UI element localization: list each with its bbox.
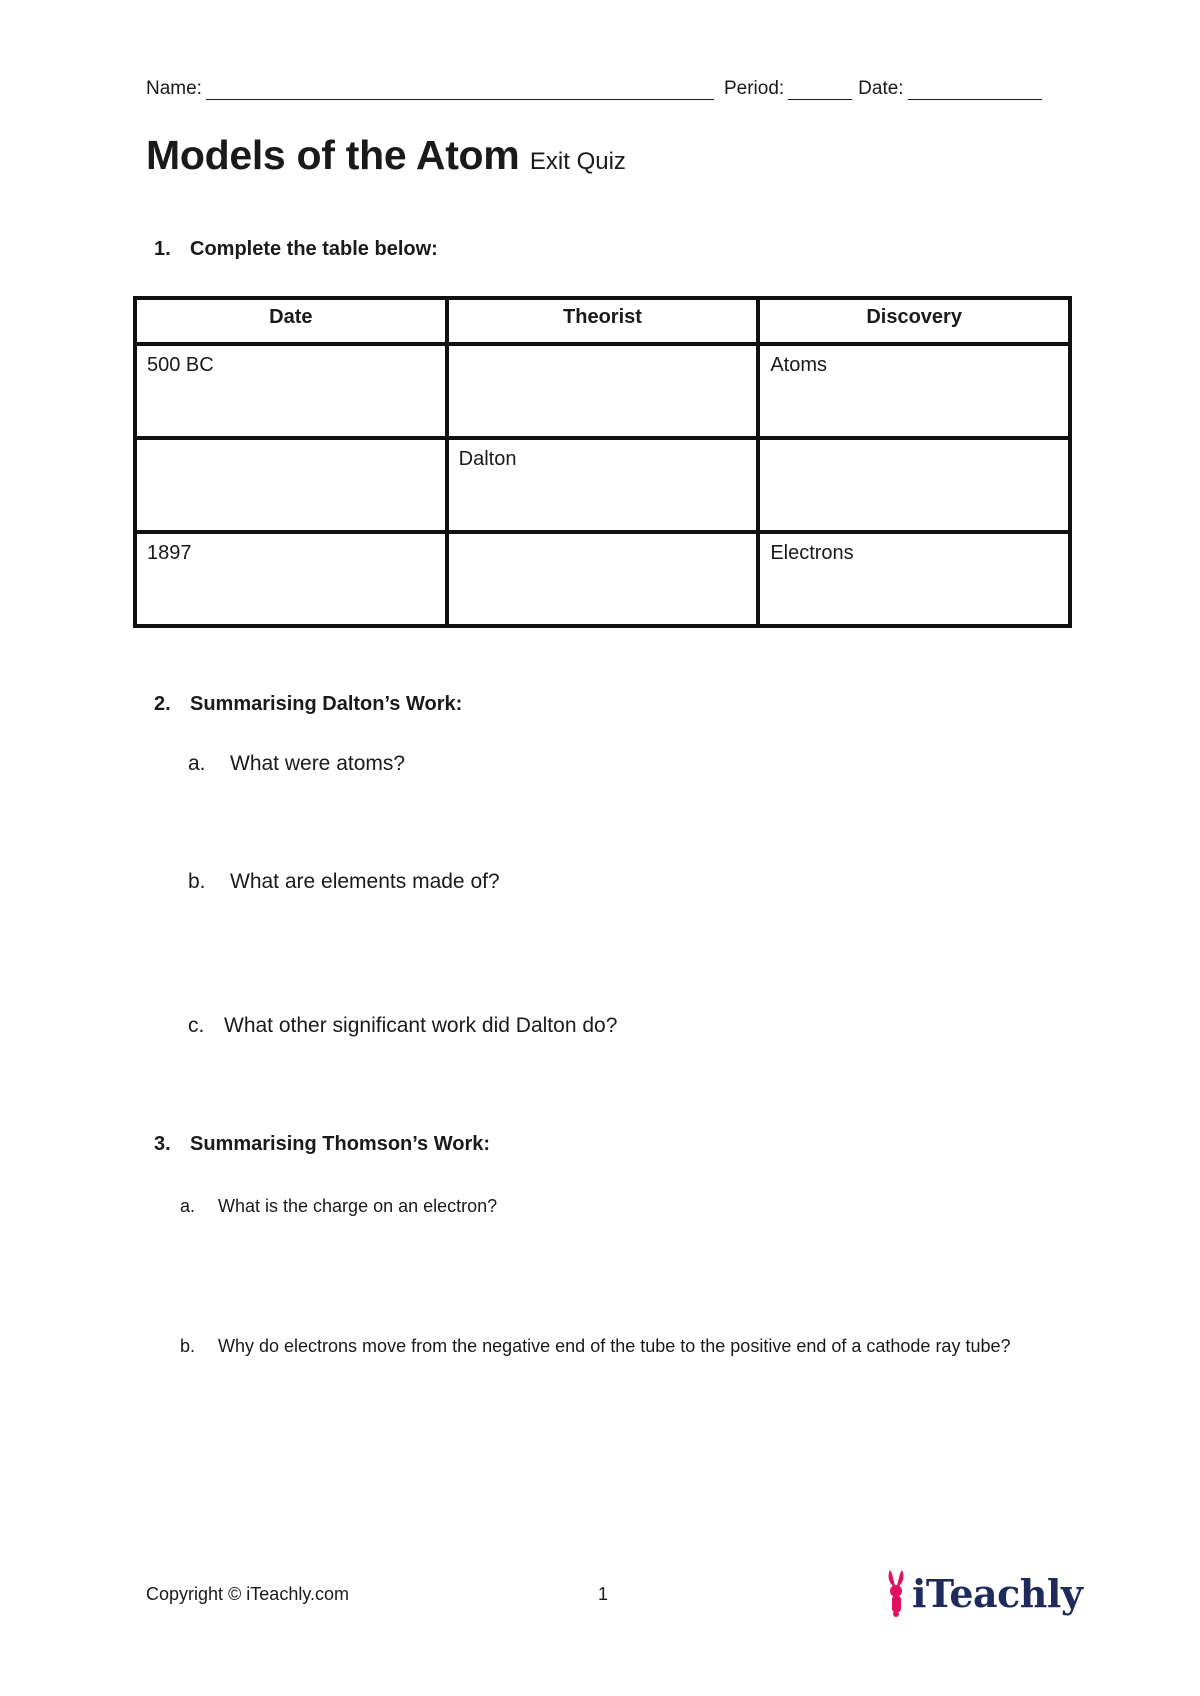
table-row [135,532,1070,626]
question-2b [188,870,500,894]
period-blank[interactable] [788,81,852,100]
column-header-date: Date [135,298,447,344]
table-cell-theorist[interactable]: Dalton [447,438,759,532]
table-cell-discovery[interactable]: Electrons [758,532,1070,626]
question-1-text: Complete the table below: [190,238,438,260]
question-2-number: 2. [154,693,171,715]
question-3-text: Summarising Thomson’s Work: [190,1133,491,1155]
question-2a [188,752,405,776]
name-blank[interactable] [206,81,714,100]
question-3b-letter: b. [180,1336,196,1356]
title-main: Models of the Atom [146,132,520,178]
logo-text: iTeachly [912,1570,1083,1616]
table-cell-theorist[interactable] [447,344,759,438]
table-row [135,344,1070,438]
question-2c-text: What other significant work did Dalton do? [224,1014,618,1037]
question-2a-letter: a. [188,752,206,775]
date-label: Date: [858,78,904,99]
question-3a [180,1190,1060,1222]
rabbit-icon [884,1568,910,1618]
table-cell-theorist[interactable] [447,532,759,626]
question-2-text: Summarising Dalton’s Work: [190,693,463,715]
question-1-heading [154,238,438,261]
footer-copyright: Copyright © iTeachly.com [146,1584,350,1604]
question-3a-text: What is the charge on an electron? [218,1196,498,1216]
table-cell-discovery[interactable]: Atoms [758,344,1070,438]
iteachly-logo [884,1568,1082,1618]
footer-page-number: 1 [598,1584,609,1604]
question-2b-letter: b. [188,870,206,893]
question-2c [188,1014,617,1038]
column-header-theorist: Theorist [447,298,759,344]
question-2b-text: What are elements made of? [230,870,500,893]
table-cell-discovery[interactable] [758,438,1070,532]
period-label: Period: [723,78,785,99]
question-3-number: 3. [154,1133,171,1155]
question-3b [180,1330,1060,1362]
question-2c-letter: c. [188,1014,205,1037]
table-cell-date[interactable]: 1897 [135,532,447,626]
theorist-table [133,296,1072,628]
table-header-row [135,298,1070,344]
name-label: Name: [146,78,202,99]
column-header-discovery: Discovery [758,298,1070,344]
question-3b-text: Why do electrons move from the negative end of the tube to the positive end of a cathode ray tube? [218,1336,1011,1356]
question-3-heading [154,1133,490,1156]
table-cell-date[interactable]: 500 BC [135,344,447,438]
table-row [135,438,1070,532]
question-3a-letter: a. [180,1196,196,1216]
question-2a-text: What were atoms? [230,752,406,775]
table-cell-date[interactable] [135,438,447,532]
date-blank[interactable] [908,81,1042,100]
student-info-line [146,74,1054,100]
title-sub: Exit Quiz [529,148,626,175]
page-title [146,132,626,179]
question-1-number: 1. [154,238,171,260]
question-2-heading [154,693,462,716]
